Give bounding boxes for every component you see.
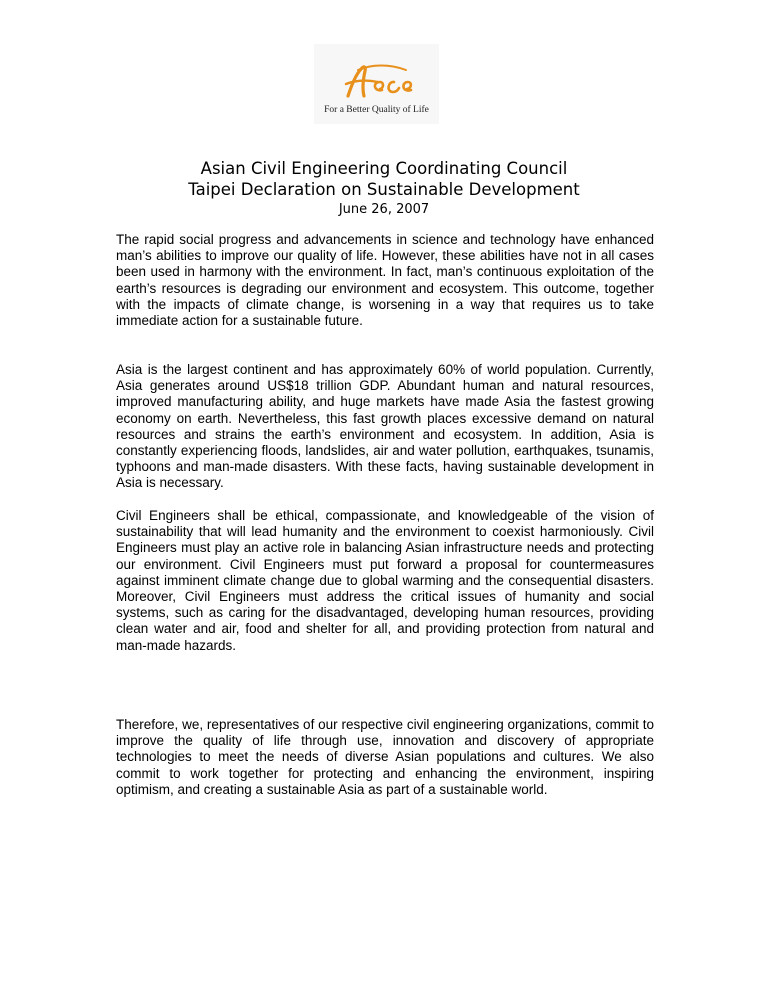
logo-tagline: For a Better Quality of Life (324, 105, 429, 115)
paragraph-4: Therefore, we, representatives of our respective civil engineering organizations, commit to improve the quality of life through use, innovation and discovery of appropriate technologies to meet the needs of diverse Asian populations and cultures. We also commit to work together for protecting and enhancing the environment, inspiring optimism, and creating a sustainable Asia as part of a sustainable world. (116, 717, 654, 797)
document-subtitle: Taipei Declaration on Sustainable Development (188, 180, 580, 199)
document-title: Asian Civil Engineering Coordinating Council (200, 159, 568, 178)
paragraph-3: Civil Engineers shall be ethical, compassionate, and knowledgeable of the vision of sustainability that will lead humanity and the environment to coexist harmoniously. Civil Engineers must play an active role in balancing Asian infrastructure needs and protecting our environment. Civil Engineers must put forward a proposal for countermeasures against imminent climate change due to global warming and the consequential disasters. Moreover, Civil Engineers must address the critical issues of humanity and social systems, such as caring for the disadvantaged, developing human resources, providing clean water and air, food and shelter for all, and providing protection from natural and man-made hazards. (116, 508, 654, 653)
document-date: June 26, 2007 (338, 202, 430, 217)
acecc-logo-icon (338, 62, 418, 102)
paragraph-1: The rapid social progress and advancements in science and technology have enhanced man’s abilities to improve our quality of life. However, these abilities have not in all cases been used in harmony with the environment. In fact, man’s continuous exploitation of the earth’s resources is degrading our environment and ecosystem. This outcome, together with the impacts of climate change, is worsening in a way that requires us to take immediate action for a sustainable future. (116, 232, 654, 329)
acecc-logo (314, 44, 439, 124)
paragraph-2: Asia is the largest continent and has approximately 60% of world population. Currently, Asia generates around US$18 trillion GDP. Abundant human and natural resources, improved manufacturing ability, and huge markets have made Asia the fastest growing economy on earth. Nevertheless, this fast growth places excessive demand on natural resources and strains the earth’s environment and ecosystem. In addition, Asia is constantly experiencing floods, landslides, air and water pollution, earthquakes, tsunamis, typhoons and man-made disasters. With these facts, having sustainable development in Asia is necessary. (116, 362, 654, 491)
